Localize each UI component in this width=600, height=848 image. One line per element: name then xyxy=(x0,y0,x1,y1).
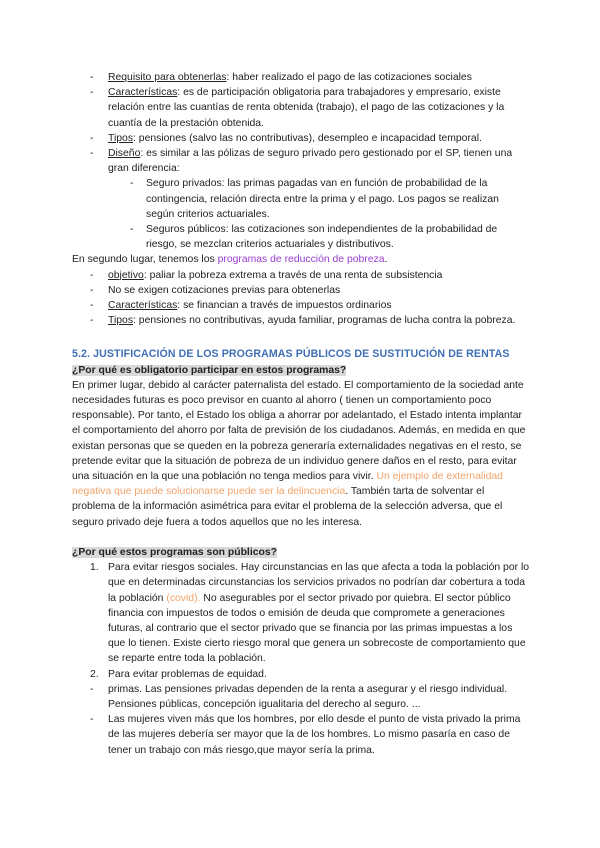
benefits-requirements-list xyxy=(72,70,530,176)
item-label: Requisito para obtenerlas xyxy=(108,72,227,83)
paragraph: En primer lugar, debido al carácter paternalista del estado. El comportamiento de la sociedad ante necesidades futuras es poco previsor en cuanto al ahorro ( tienen un comportamiento poco responsable). Por tanto, el Estado los obliga a ahorrar por adelantado, el Estado intenta implantar el comportamiento del ahorro por falta de previsión de los ciudadanos. Además, en medida en que existan personas que se queden en la pobreza generaría externalidades negativas en el resto, se pretende evitar que la situación de pobreza de un individuo genere daños en el resto, para evitar una situación en la que una población no tenga medios para vivir. Un ejemplo de externalidad negativa que puede solucionarse puede ser la delincuencia. También tarta de solventar el problema de la información asimétrica para evitar el problema de la selección adversa, que el seguro privado deje fuera a todos aquellos que no les interesa. xyxy=(72,379,526,528)
list-item: - objetivo: paliar la pobreza extrema a través de una renta de subsistencia xyxy=(72,268,530,283)
list-item: - Tipos: pensiones (salvo las no contributivas), desempleo e incapacidad temporal. xyxy=(72,131,530,146)
list-item: - Características: es de participación obligatoria para trabajadores y empresario, existe relación entre las cuantías de renta obtenida (trabajo), el pago de las cotizaciones y la cuantía de la prestación obtenida. xyxy=(72,85,530,131)
highlight-note: (covid). xyxy=(166,592,201,604)
list-item: - Las mujeres viven más que los hombres, por ello desde el punto de vista privado la prima de las mujeres debería ser mayor que la de los hombres. Lo mismo pasaría en caso de tener un trabajo con más riesgo,que mayor sería la prima. xyxy=(72,712,530,758)
sublist-item: - Seguros públicos: las cotizaciones son independientes de la probabilidad de riesgo, se mezclan criterios actuariales y distributivos. xyxy=(130,222,530,252)
second-programs-intro: En segundo lugar, tenemos los programas de reducción de pobreza. xyxy=(72,254,388,266)
item-label: Tipos xyxy=(108,315,134,327)
list-item: - Tipos: pensiones no contributivas, ayuda familiar, programas de lucha contra la pobreza. xyxy=(72,313,530,328)
item-label: Características xyxy=(108,87,178,99)
list-item: - No se exigen cotizaciones previas para obtenerlas xyxy=(72,283,530,298)
numbered-list xyxy=(72,560,530,682)
question-heading: ¿Por qué es obligatorio participar en estos programas? xyxy=(72,364,347,376)
sublist-item: - Seguro privados: las primas pagadas van en función de probabilidad de la contingencia, relación directa entre la prima y el pago. Los pagos se realizan según criterios actuariales. xyxy=(130,176,530,222)
equity-list xyxy=(72,682,530,758)
question-heading: ¿Por qué estos programas son públicos? xyxy=(72,546,277,558)
list-item: - primas. Las pensiones privadas dependen de la renta a asegurar y el riesgo individual. Pensiones públicas, concepción igualitaria del derecho al seguro. ... xyxy=(72,682,530,712)
poverty-programs-list xyxy=(72,268,530,329)
item-label: Diseño xyxy=(108,148,141,160)
poverty-programs-highlight: programas de reducción de pobreza xyxy=(217,254,385,266)
list-item: - Requisito para obtenerlas: haber realizado el pago de las cotizaciones sociales xyxy=(72,70,530,85)
numbered-item: 1. Para evitar riesgos sociales. Hay circunstancias en las que afecta a toda la población por lo que en determinadas circunstancias los servicios privados no podrían dar cobertura a toda la población (covid). No asegurables por el sector privado por quiebra. El sector público financia con impuestos de todos o emisión de deuda que compromete a generaciones futuras, al contrario que el sector privado que se financia por las primas impuestas a los que lo tienen. Existe cierto riesgo moral que genera un sobrecoste de comportamiento que se reparte entre toda la población. xyxy=(90,562,530,665)
item-label: objetivo xyxy=(108,269,144,281)
section-heading: 5.2. JUSTIFICACIÓN DE LOS PROGRAMAS PÚBLICOS DE SUSTITUCIÓN DE RENTAS xyxy=(72,348,510,361)
list-item: - Diseño: es similar a las pólizas de seguro privado pero gestionado por el SP, tienen una gran diferencia: xyxy=(72,146,530,176)
insurance-sublist xyxy=(72,176,530,252)
item-label: Tipos xyxy=(108,132,134,144)
numbered-item: 2. Para evitar problemas de equidad. xyxy=(90,668,267,680)
item-label: Características xyxy=(108,300,178,312)
highlight-note: Un ejemplo de externalidad negativa que puede solucionarse puede ser la delincuencia xyxy=(72,471,503,498)
list-item: - Características: se financian a través de impuestos ordinarios xyxy=(72,298,530,313)
